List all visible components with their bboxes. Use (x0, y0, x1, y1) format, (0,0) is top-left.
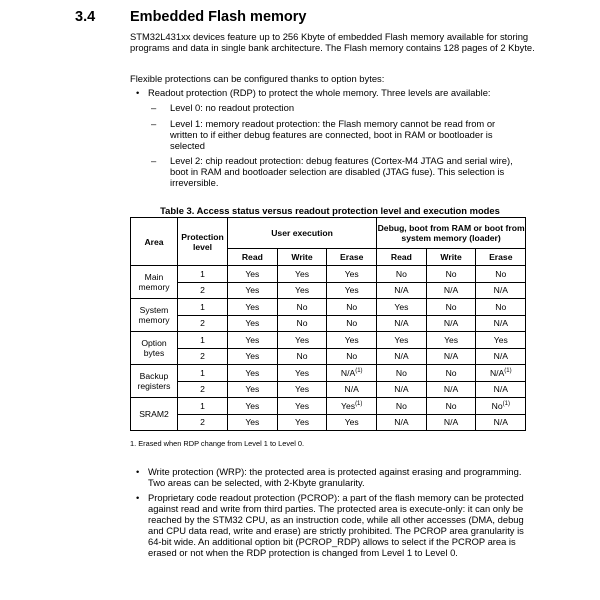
debug-write-cell: No (426, 266, 476, 283)
footnote-ref: (1) (355, 367, 363, 374)
level-cell: 1 (178, 398, 228, 415)
user-erase-cell: No (327, 315, 377, 332)
debug-read-cell: No (377, 398, 427, 415)
debug-write-cell: No (426, 365, 476, 382)
debug-erase-cell: No (476, 266, 526, 283)
user-write-cell: No (277, 348, 327, 365)
user-erase-cell: No (327, 299, 377, 316)
user-read-cell: Yes (228, 332, 278, 349)
user-erase-cell: Yes (327, 282, 377, 299)
table-caption: Table 3. Access status versus readout protection level and execution modes (160, 205, 500, 216)
debug-read-cell: No (377, 365, 427, 382)
debug-read-cell: N/A (377, 381, 427, 398)
user-write-cell: Yes (277, 365, 327, 382)
rdp-level-1: Level 1: memory readout protection: the Flash memory cannot be read from or written to if either debug features are connected, boot in RAM or bootloader is selected (170, 118, 496, 151)
level-cell: 2 (178, 315, 228, 332)
level-cell: 2 (178, 414, 228, 431)
table-row (131, 299, 526, 316)
rdp-bullet-text: Readout protection (RDP) to protect the whole memory. Three levels are available: (148, 87, 491, 98)
header-area: Area (131, 218, 178, 266)
cell-value: Yes (341, 400, 356, 411)
header-user-execution: User execution (228, 218, 377, 249)
cell-value: N/A (340, 367, 356, 378)
debug-read-cell: Yes (377, 299, 427, 316)
table-row (131, 381, 526, 398)
footnote-ref: (1) (355, 400, 363, 407)
level-cell: 1 (178, 299, 228, 316)
header-debug-erase: Erase (476, 249, 526, 266)
user-erase-cell: Yes (327, 266, 377, 283)
level-cell: 1 (178, 266, 228, 283)
user-erase-cell (327, 398, 377, 415)
header-user-write: Write (277, 249, 327, 266)
debug-erase-cell (476, 398, 526, 415)
user-read-cell: Yes (228, 282, 278, 299)
user-write-cell: Yes (277, 414, 327, 431)
user-read-cell: Yes (228, 381, 278, 398)
debug-erase-cell: Yes (476, 332, 526, 349)
section-number: 3.4 (75, 9, 96, 25)
area-backup-registers: Backup registers (131, 365, 178, 398)
dash-marker: – (151, 102, 157, 113)
table-row (131, 348, 526, 365)
user-write-cell: Yes (277, 381, 327, 398)
debug-read-cell: N/A (377, 282, 427, 299)
debug-read-cell: N/A (377, 348, 427, 365)
table-row (131, 332, 526, 349)
flex-intro-paragraph: Flexible protections can be configured thanks to option bytes: (130, 73, 385, 84)
area-system-memory: System memory (131, 299, 178, 332)
table-row (131, 315, 526, 332)
level-cell: 1 (178, 332, 228, 349)
table-row (131, 398, 526, 415)
bullet-marker: • (136, 466, 140, 477)
user-read-cell: Yes (228, 266, 278, 283)
debug-write-cell: N/A (426, 414, 476, 431)
user-erase-cell: N/A (327, 381, 377, 398)
user-read-cell: Yes (228, 299, 278, 316)
intro-paragraph: STM32L431xx devices feature up to 256 Kbyte of embedded Flash memory available for storing programs and data in single bank architecture. The Flash memory contains 128 pages of 2 Kbyte. (130, 31, 535, 53)
cell-value: No (491, 400, 503, 411)
debug-read-cell: N/A (377, 414, 427, 431)
user-read-cell: Yes (228, 315, 278, 332)
cell-value: N/A (489, 367, 505, 378)
user-write-cell: Yes (277, 282, 327, 299)
header-debug-read: Read (377, 249, 427, 266)
table-row (131, 282, 526, 299)
debug-read-cell: No (377, 266, 427, 283)
debug-erase-cell: N/A (476, 282, 526, 299)
table-row (131, 414, 526, 431)
debug-write-cell: N/A (426, 348, 476, 365)
rdp-level-0: Level 0: no readout protection (170, 102, 295, 113)
user-write-cell: Yes (277, 398, 327, 415)
bullet-marker: • (136, 87, 140, 98)
debug-write-cell: No (426, 398, 476, 415)
level-cell: 1 (178, 365, 228, 382)
level-cell: 2 (178, 282, 228, 299)
debug-erase-cell (476, 365, 526, 382)
user-write-cell: No (277, 315, 327, 332)
debug-erase-cell: N/A (476, 381, 526, 398)
area-main-memory: Main memory (131, 266, 178, 299)
user-erase-cell: Yes (327, 332, 377, 349)
user-erase-cell: No (327, 348, 377, 365)
user-write-cell: Yes (277, 266, 327, 283)
footnote-ref: (1) (502, 400, 510, 407)
user-read-cell: Yes (228, 398, 278, 415)
dash-marker: – (151, 118, 157, 129)
table-row (131, 365, 526, 382)
access-status-table (130, 217, 526, 431)
debug-read-cell: N/A (377, 315, 427, 332)
dash-marker: – (151, 155, 157, 166)
header-protection-level: Protection level (178, 218, 228, 266)
debug-write-cell: N/A (426, 381, 476, 398)
level-cell: 2 (178, 348, 228, 365)
debug-erase-cell: No (476, 299, 526, 316)
level-cell: 2 (178, 381, 228, 398)
footnote-ref: (1) (504, 367, 512, 374)
debug-write-cell: N/A (426, 282, 476, 299)
debug-write-cell: No (426, 299, 476, 316)
header-user-read: Read (228, 249, 278, 266)
table-row (131, 266, 526, 283)
user-read-cell: Yes (228, 348, 278, 365)
user-erase-cell (327, 365, 377, 382)
area-sram2: SRAM2 (131, 398, 178, 431)
pcrop-bullet-text: Proprietary code readout protection (PCROP): a part of the flash memory can be protected against read and write from third parties. The protected area is execute-only: it can only be reached by the STM32 CPU, as an instruction code, while all other accesses (DMA, debug and CPU data read, write and erase) are strictly prohibited. The PCROP area granularity is 64-bit wide. An additional option bit (PCROP_RDP) allows to select if the PCROP area is erased or not when the RDP protection is changed from Level 1 to Level 0. (148, 492, 524, 558)
debug-erase-cell: N/A (476, 348, 526, 365)
table-footnote: 1. Erased when RDP change from Level 1 to Level 0. (130, 439, 305, 448)
user-erase-cell: Yes (327, 414, 377, 431)
area-option-bytes: Option bytes (131, 332, 178, 365)
user-read-cell: Yes (228, 365, 278, 382)
wrp-bullet-text: Write protection (WRP): the protected area is protected against erasing and programming. Two areas can be selected, with 2-Kbyte granularity. (148, 466, 522, 488)
bullet-marker: • (136, 492, 140, 503)
debug-erase-cell: N/A (476, 414, 526, 431)
user-write-cell: No (277, 299, 327, 316)
debug-erase-cell: N/A (476, 315, 526, 332)
user-write-cell: Yes (277, 332, 327, 349)
header-debug-write: Write (426, 249, 476, 266)
debug-read-cell: Yes (377, 332, 427, 349)
section-title: Embedded Flash memory (130, 9, 307, 25)
debug-write-cell: N/A (426, 315, 476, 332)
user-read-cell: Yes (228, 414, 278, 431)
header-user-erase: Erase (327, 249, 377, 266)
debug-write-cell: Yes (426, 332, 476, 349)
header-debug-boot: Debug, boot from RAM or boot from system memory (loader) (377, 218, 526, 249)
rdp-level-2: Level 2: chip readout protection: debug features (Cortex-M4 JTAG and serial wire), boot in RAM and bootloader selection are disabled (JTAG fuse). This selection is irreversible. (170, 155, 513, 188)
